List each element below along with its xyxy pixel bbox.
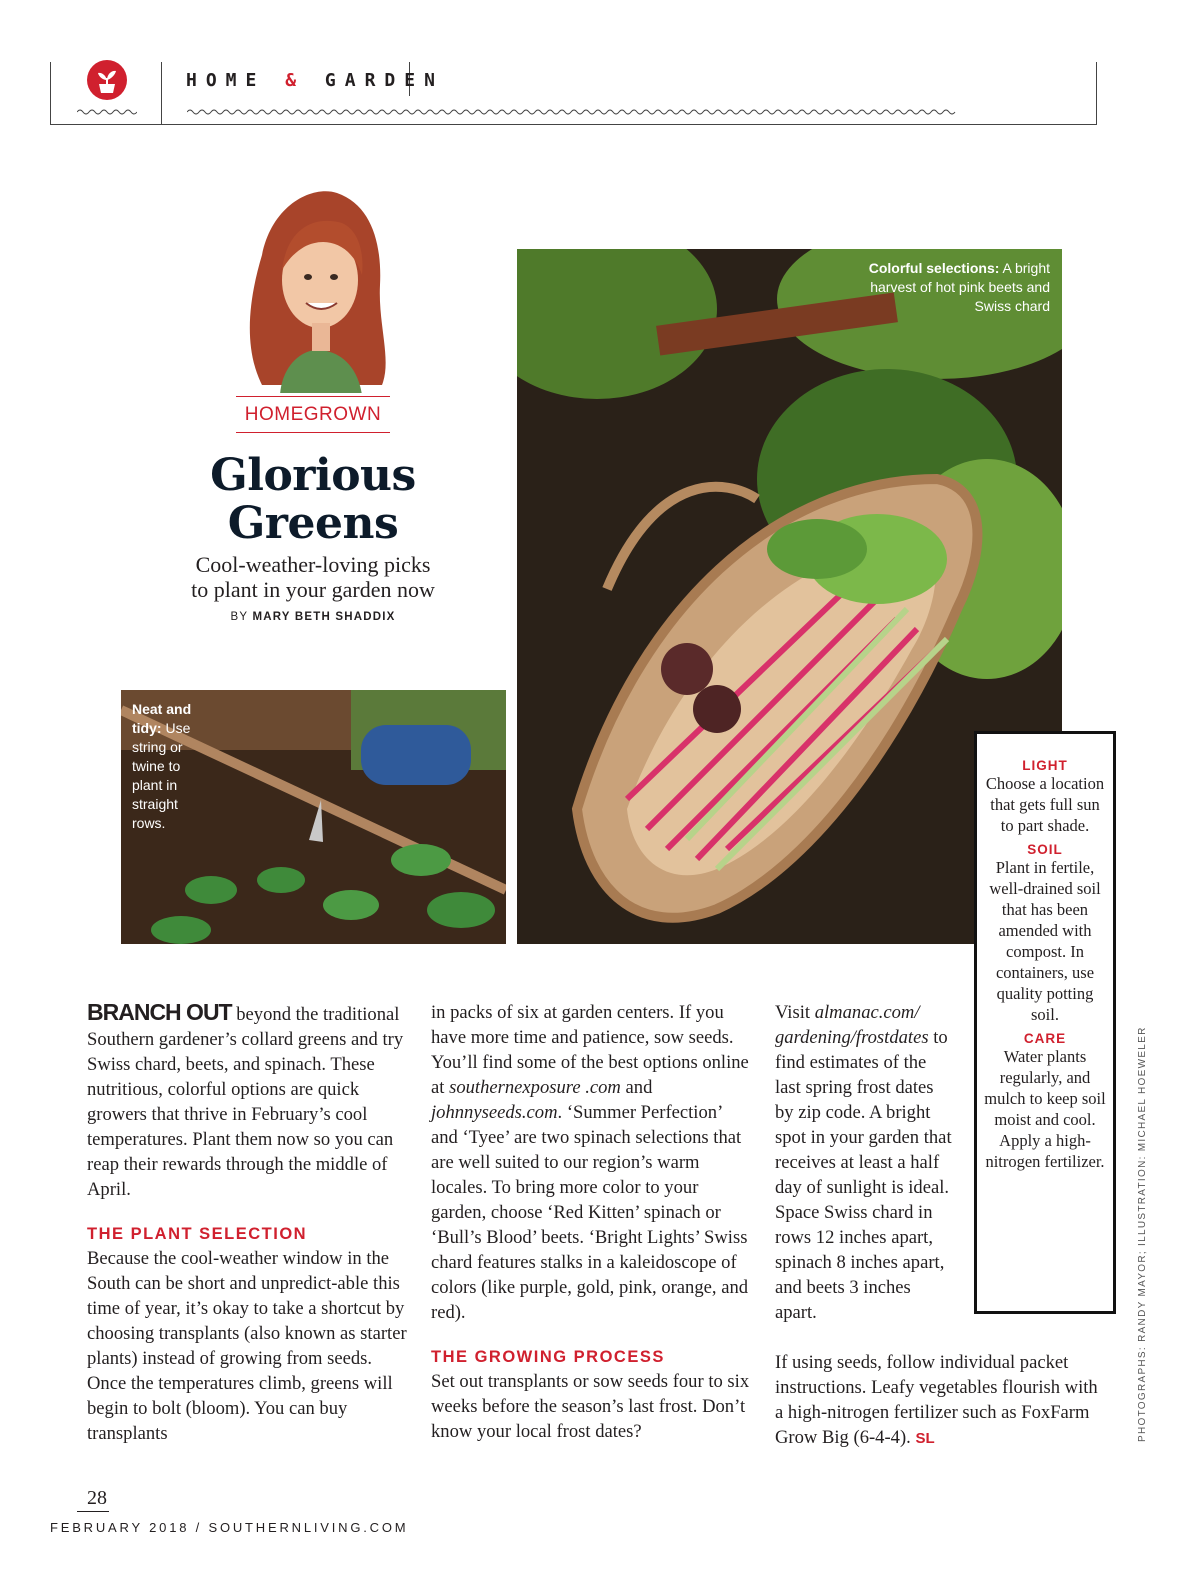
tip-text: Plant in fertile, well-drained soil that has been amended with compost. In containers, use quality potting soil.: [989, 858, 1101, 1024]
body-column-3: [775, 1000, 955, 1325]
photo-caption-main: Colorful selections: A bright harvest of hot pink beets and Swiss chard: [868, 260, 1050, 314]
page-number: 28: [87, 1487, 107, 1509]
page-number-rule: [77, 1511, 109, 1512]
body-column-1: [87, 1000, 409, 1446]
article-kicker: HOMEGROWN: [236, 396, 390, 433]
issue-footer: FEBRUARY 2018 / SOUTHERNLIVING.COM: [50, 1520, 409, 1535]
link-southernexposure: southernexposure .com: [449, 1077, 621, 1098]
end-mark: SL: [915, 1430, 935, 1447]
section-title: HOME & GARDEN: [186, 70, 444, 91]
link-almanac: almanac.com/ gardening/frostdates: [775, 1002, 929, 1048]
planting-rows-photo: [121, 690, 506, 944]
subhead: THE PLANT SELECTION: [87, 1225, 308, 1243]
author-illustration: [232, 185, 398, 393]
body-column-2: [431, 1000, 753, 1444]
wavy-rule: [77, 108, 137, 116]
body-paragraph: Set out transplants or sow seeds four to six weeks before the season’s last frost. Don’t know your local frost dates?: [431, 1371, 750, 1442]
tip-heading: CARE: [1023, 1031, 1067, 1046]
link-johnnyseeds: johnnyseeds.com: [431, 1102, 558, 1123]
byline: BY MARY BETH SHADDIX: [230, 611, 396, 623]
tip-text: Choose a location that gets full sun to part shade.: [985, 774, 1105, 835]
photo-caption-small: Neat and tidy: Use string or twine to plant in straight rows.: [132, 701, 192, 831]
tip-heading: SOIL: [1027, 842, 1063, 857]
header-divider: [161, 62, 162, 124]
article-headline: Glorious Greens: [210, 450, 416, 549]
article-dek: Cool-weather-loving picks to plant in your garden now: [191, 552, 435, 602]
tip-heading: LIGHT: [1022, 758, 1068, 773]
subhead: THE GROWING PROCESS: [431, 1348, 665, 1366]
potted-plant-icon: [87, 60, 127, 100]
tip-text: Water plants regularly, and mulch to keep soil moist and cool. Apply a high-nitrogen fertilizer.: [984, 1047, 1106, 1171]
growing-tips-box: [974, 731, 1116, 1314]
body-paragraph: Visit almanac.com/ gardening/frostdates to find estimates of the last spring frost dates by zip code. A bright spot in your garden that receives at least a half day of sunlight is ideal. Space Swiss chard in rows 12 inches apart, spinach 8 inches apart, and beets 3 inches apart.: [775, 1002, 952, 1323]
body-paragraph: Because the cool-weather window in the South can be short and unpredict-able this time of year, it’s okay to take a shortcut by choosing transplants (also known as starter plants) instead of growing from seeds. Once the temperatures climb, greens will begin to bolt (bloom). You can buy transplants: [87, 1248, 407, 1444]
wavy-rule: [187, 108, 1067, 116]
body-paragraph: If using seeds, follow individual packet instructions. Leafy vegetables flourish with a high-nitrogen fertilizer such as FoxFarm Grow Big (6-4-4). SL: [775, 1352, 1098, 1448]
body-paragraph: in packs of six at garden centers. If you have more time and patience, sow seeds. You’ll find some of the best options online at southernexposure .com and johnnyseeds.com. ‘Summer Perfection’ and ‘Tyee’ are two spinach selections that are well suited to our region’s warm locales. To bring more color to your garden, choose ‘Red Kitten’ spinach or ‘Bull’s Blood’ beets. ‘Bright Lights’ Swiss chard features stalks in a kaleidoscope of colors (like purple, gold, pink, orange, and red).: [431, 1002, 749, 1323]
body-paragraph: BRANCH OUT beyond the traditional Southern gardener’s collard greens and try Swiss chard, beets, and spinach. These nutritious, colorful options are quick growers that thrive in February’s cool temperatures. Plant them now so you can reap their rewards through the middle of April.: [87, 999, 404, 1200]
photo-credit: PHOTOGRAPHS: RANDY MAYOR; ILLUSTRATION: MICHAEL HOEWELER: [1137, 1026, 1148, 1442]
body-column-3-end: [775, 1350, 1105, 1451]
